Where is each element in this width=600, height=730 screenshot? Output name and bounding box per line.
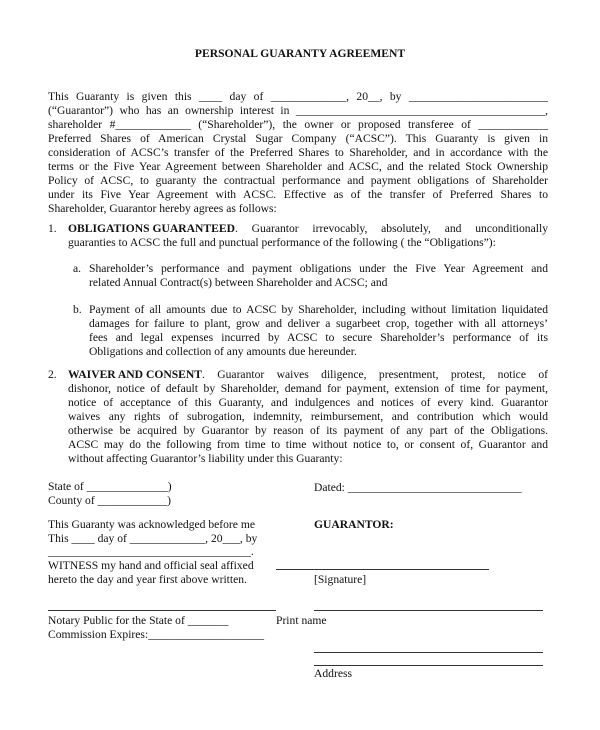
item-line: Shareholder’s performance and payment obligations under the Five Year Agreement and [89, 262, 548, 275]
witness-line: hereto the day and year first above written. [48, 573, 247, 586]
section-line: waives any rights of subrogation, indemnity, reimbursement, and contribution which would [68, 410, 548, 423]
item-label: a. [73, 262, 82, 275]
notary-state-field: Notary Public for the State of _______ [48, 614, 229, 627]
acknowledgement-line: ___________________________________. [48, 545, 254, 558]
address-line [314, 665, 543, 666]
section-line: guaranties to ACSC the full and punctual performance of the following ( the “Obligations”): [68, 236, 496, 249]
intro-line: Policy of ACSC, to guaranty the contractual performance and payment obligations of Shareholder [48, 174, 548, 187]
print-name-line [314, 610, 543, 611]
section-line: otherwise be acquired by Guarantor by reason of its payment of any part of the Obligations. [68, 424, 548, 437]
intro-line: shareholder #_____________ (“Shareholder”), the owner or proposed transferee of ____________ [48, 118, 548, 131]
intro-line: This Guaranty is given this ____ day of _____________, 20__, by ________________________ [48, 90, 548, 103]
intro-line: under its Five Year Agreement with ACSC. Effective as of the transfer of Preferred Shares to [48, 188, 548, 201]
acknowledgement-line: This ____ day of _____________, 20___, by [48, 532, 258, 545]
item-line: Obligations and collection of any amounts due hereunder. [89, 345, 357, 358]
item-line: damages for failure to plant, grow and deliver a sugarbeet crop, together with all attorneys’ [89, 317, 548, 330]
notary-signature-line [48, 610, 276, 611]
item-line: Payment of all amounts due to ACSC by Shareholder, including without limitation liquidated [89, 303, 548, 316]
item-line: related Annual Contract(s) between Shareholder and ACSC; and [89, 276, 388, 289]
address-line [314, 652, 543, 653]
dated-field: Dated: ______________________________ [314, 481, 522, 494]
witness-line: WITNESS my hand and official seal affixed [48, 559, 254, 572]
intro-line: consideration of ACSC’s transfer of the Preferred Shares to Shareholder, and in accordance with the [48, 146, 548, 159]
intro-line: Shareholder, Guarantor hereby agrees as follows: [48, 202, 277, 215]
section-line: without affecting Guarantor’s liability under this Guaranty: [68, 452, 343, 465]
section-number: 2. [48, 368, 57, 381]
commission-expires-field: Commission Expires:____________________ [48, 628, 265, 641]
print-name-label: Print name [276, 614, 327, 627]
section-line: ACSC may do the following from time to time without notice to, or consent of, Guarantor and [68, 438, 548, 451]
section-line: . Guarantor waives diligence, presentment, protest, notice of [202, 368, 548, 381]
section-heading: WAIVER AND CONSENT [68, 368, 202, 381]
section-line: notice of acceptance of this Guaranty, and indulgences and notices of every kind. Guarantor [68, 396, 548, 409]
section-line: . Guarantor irrevocably, absolutely, and unconditionally [234, 222, 548, 235]
address-label: Address [314, 667, 352, 680]
state-field: State of ______________) [48, 480, 172, 493]
guarantor-heading: GUARANTOR: [314, 518, 394, 531]
signature-line [276, 569, 489, 570]
signature-label: [Signature] [314, 573, 367, 586]
county-field: County of ____________) [48, 494, 172, 507]
intro-line: Preferred Shares of American Crystal Sugar Company (“ACSC”). This Guaranty is given in [48, 132, 548, 145]
section-line: dishonor, notice of default by Shareholder, demand for payment, extension of time for payment, [68, 382, 548, 395]
acknowledgement-line: This Guaranty was acknowledged before me [48, 518, 256, 531]
document-title: PERSONAL GUARANTY AGREEMENT [194, 47, 406, 60]
section-heading: OBLIGATIONS GUARANTEED [68, 222, 235, 235]
item-line: fees and legal expenses incurred by ACSC to secure Shareholder’s performance of its [89, 331, 548, 344]
intro-line: (“Guarantor”) who has an ownership interest in ___________________________________________, [48, 104, 548, 117]
section-first-line [68, 368, 548, 382]
section-number: 1. [48, 222, 57, 235]
item-label: b. [73, 303, 82, 316]
section-first-line [68, 222, 548, 236]
intro-line: terms or the Five Year Agreement between Shareholder and ACSC, and the related Stock Ownership [48, 160, 548, 173]
